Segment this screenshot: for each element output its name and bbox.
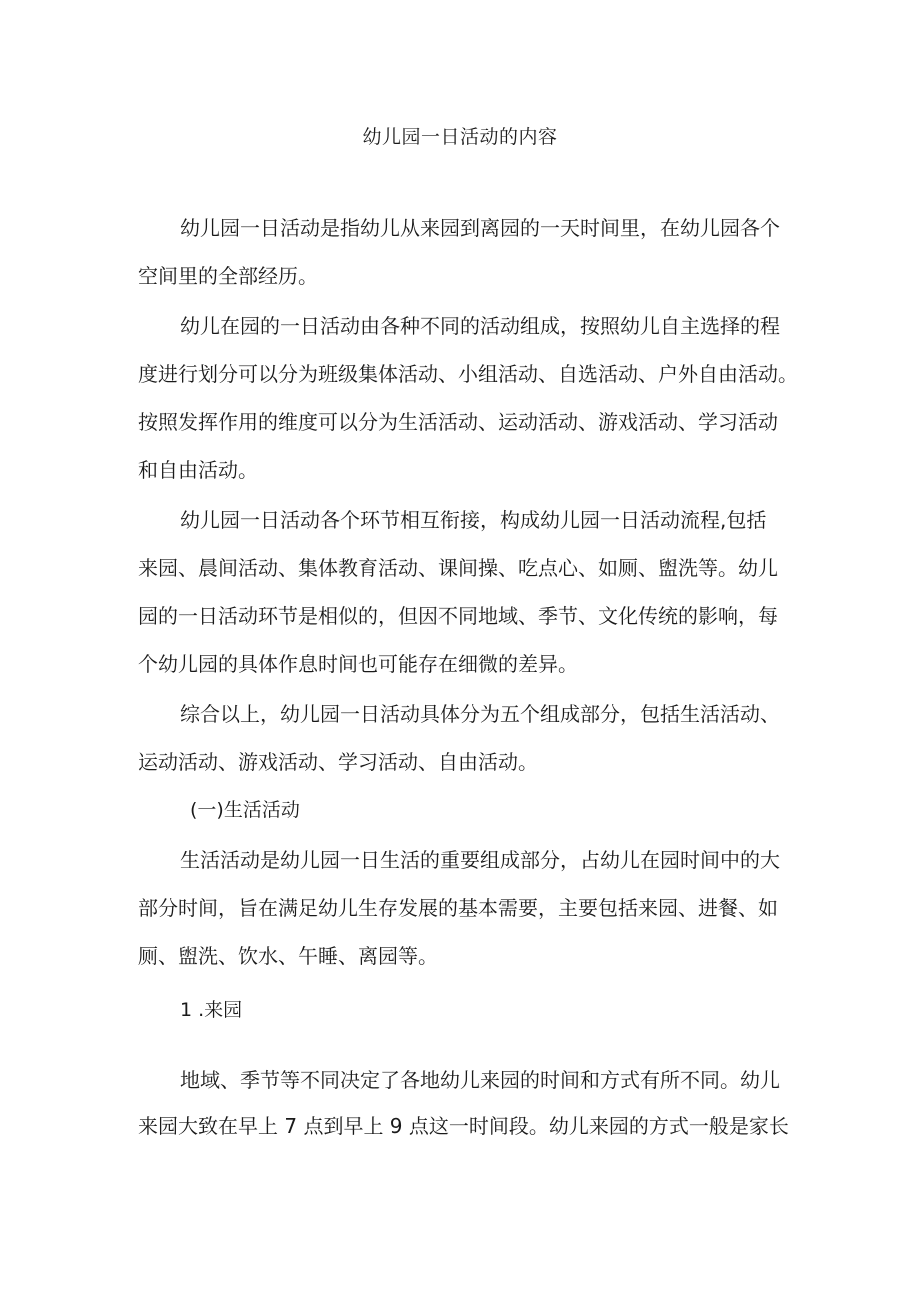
- paragraph-line: 来园大致在早上 7 点到早上 9 点这一时间段。幼儿来园的方式一般是家长: [138, 1114, 789, 1138]
- paragraph-line: 综合以上，幼儿园一日活动具体分为五个组成部分，包括生活活动、: [180, 702, 780, 726]
- document-title: 幼儿园一日活动的内容: [362, 126, 558, 148]
- paragraph-line: 个幼儿园的具体作息时间也可能存在细微的差异。: [138, 652, 578, 676]
- section-heading: (一)生活活动: [190, 799, 300, 821]
- subsection-heading: 1 .来园: [180, 999, 243, 1021]
- paragraph-line: 园的一日活动环节是相似的，但因不同地域、季节、文化传统的影响，每: [138, 604, 778, 628]
- paragraph-line: 来园、晨间活动、集体教育活动、课间操、吃点心、如厕、盥洗等。幼儿: [138, 556, 778, 580]
- paragraph-line: 按照发挥作用的维度可以分为生活活动、运动活动、游戏活动、学习活动: [138, 410, 778, 434]
- paragraph-line: 运动活动、游戏活动、学习活动、自由活动。: [138, 750, 538, 774]
- paragraph-line: 空间里的全部经历。: [138, 264, 318, 288]
- paragraph-line: 和自由活动。: [138, 458, 258, 482]
- paragraph-line: 部分时间，旨在满足幼儿生存发展的基本需要，主要包括来园、进餐、如: [138, 896, 778, 920]
- paragraph-line: 生活活动是幼儿园一日生活的重要组成部分，占幼儿在园时间中的大: [180, 848, 780, 872]
- paragraph-line: 度进行划分可以分为班级集体活动、小组活动、自选活动、户外自由活动。: [138, 362, 798, 386]
- paragraph-line: 幼儿在园的一日活动由各种不同的活动组成，按照幼儿自主选择的程: [180, 314, 780, 338]
- paragraph-line: 幼儿园一日活动各个环节相互衔接，构成幼儿园一日活动流程,包括: [180, 508, 767, 532]
- paragraph-line: 幼儿园一日活动是指幼儿从来园到离园的一天时间里，在幼儿园各个: [180, 216, 780, 240]
- paragraph-line: 厕、盥洗、饮水、午睡、离园等。: [138, 944, 438, 968]
- paragraph-line: 地域、季节等不同决定了各地幼儿来园的时间和方式有所不同。幼儿: [180, 1068, 780, 1092]
